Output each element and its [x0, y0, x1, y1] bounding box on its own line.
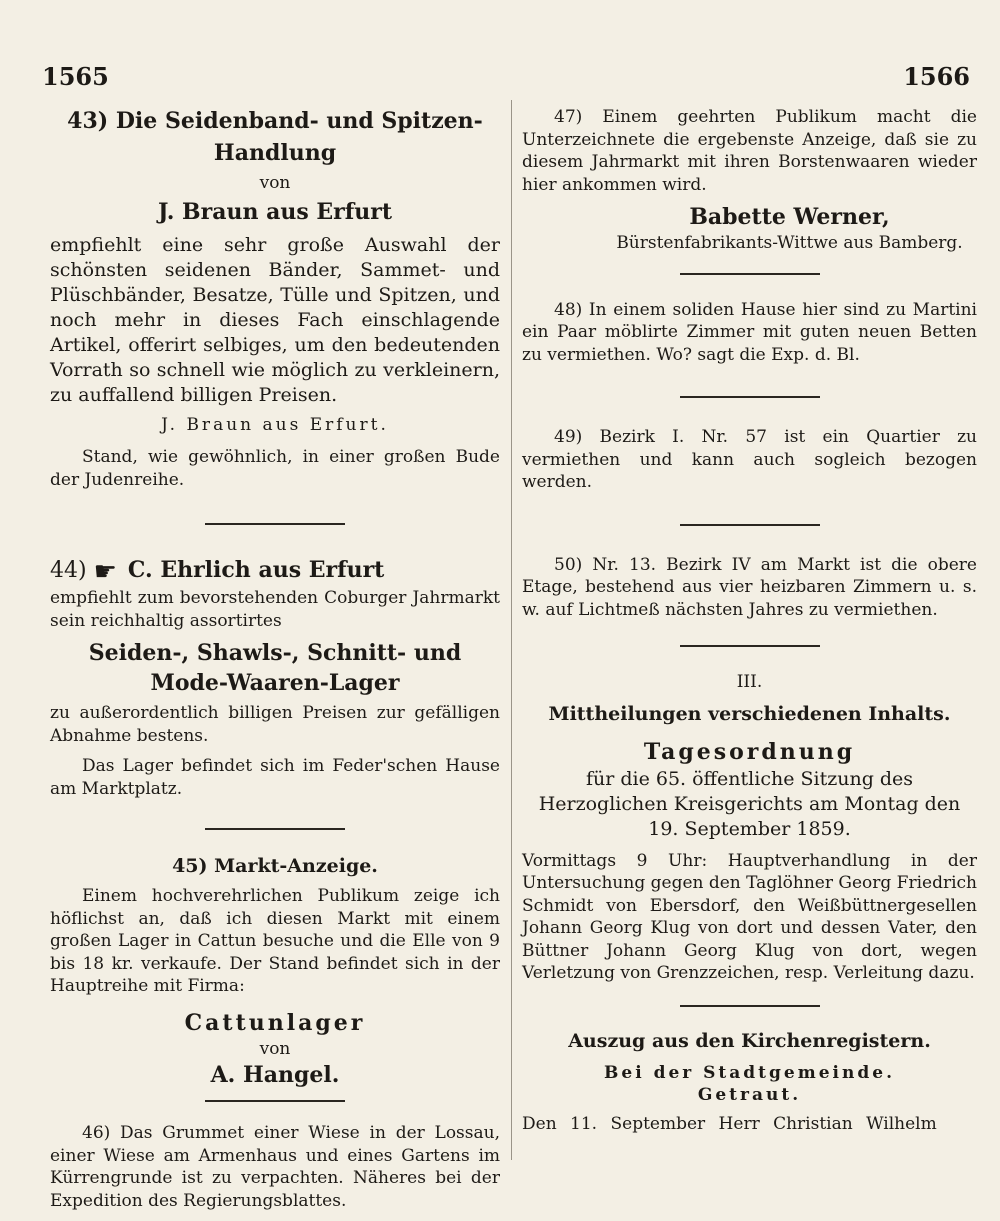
separator-rule: [205, 828, 345, 830]
advert-46: [50, 1122, 500, 1212]
advert-47-name: Babette Werner,: [689, 204, 890, 230]
advert-44-intro: empfiehlt zum bevorstehenden Coburger Jahrmarkt sein reichhaltig assortirtes: [50, 588, 500, 631]
registers-entry: Den 11. September Herr Christian Wilhelm: [522, 1113, 937, 1134]
court-hearing: Vormittags 9 Uhr: Hauptverhandlung in der Untersuchung gegen den Taglöhner Georg Friedrich Schmidt von Ebersdorf, den Weißbüttnergesellen Johann Georg Klug von dort und dessen Vater, den Büttner Johann Georg Klug von dort, wegen Verletzung von Grenzzeichen, resp. Verleitung dazu.: [522, 850, 977, 983]
advert-48: [522, 299, 977, 399]
separator-rule: [680, 273, 820, 275]
advert-43-title: 43) Die Seidenband- und Spitzen-: [67, 108, 483, 134]
section-numeral: III.: [736, 672, 763, 692]
advert-45: [50, 854, 500, 1102]
advert-45-title: 45) Markt-Anzeige.: [172, 855, 378, 877]
advert-47-role: Bürstenfabrikants-Wittwe aus Bamberg.: [616, 233, 963, 253]
advert-43-body: empfiehlt eine sehr große Auswahl der schönsten seidenen Bänder, Sammet- und Plüschbänder, Besatze, Tülle und Spitzen, und noch mehr in dieses Fach einschlagende Artikel, offerirt selbiges, um den bedeutenden Vorrath so schnell wie möglich zu verkleinern, zu auffallend billigen Preisen.: [50, 233, 500, 406]
advert-43: [50, 106, 500, 525]
advert-50-body: 50) Nr. 13. Bezirk IV am Markt ist die obere Etage, bestehend aus vier heizbaren Zimmern u. s. w. auf Lichtmeß nächsten Jahres zu vermiethen.: [522, 554, 977, 620]
section-title: Mittheilungen verschiedenen Inhalts.: [548, 702, 951, 725]
advert-43-stand: Stand, wie gewöhnlich, in einer großen Bude der Judenreihe.: [50, 447, 500, 490]
separator-rule: [205, 1100, 345, 1102]
advert-50: [522, 554, 977, 648]
separator-rule: [205, 523, 345, 525]
advert-43-signature: J. Braun aus Erfurt.: [161, 414, 389, 435]
advert-44-location: Das Lager befindet sich im Feder'schen Hause am Marktplatz.: [50, 756, 500, 799]
right-column: [522, 106, 977, 1135]
registers-married: Getraut.: [697, 1085, 802, 1105]
advert-43-subtitle: Handlung: [213, 140, 337, 166]
agenda-body: für die 65. öffentliche Sitzung des Herzoglichen Kreisgerichts am Montag den 19. September 1859.: [538, 767, 961, 840]
advert-43-firm: J. Braun aus Erfurt: [158, 198, 392, 225]
advert-45-body: Einem hochverehrlichen Publikum zeige ich höflichst an, daß ich diesen Markt mit einem großen Lager in Cattun besuche und die Elle von 9 bis 18 kr. verkaufe. Der Stand befindet sich in der Hauptreihe mit Firma:: [50, 886, 500, 996]
registers-title: Auszug aus den Kirchenregistern.: [568, 1029, 931, 1052]
separator-rule: [680, 645, 820, 647]
advert-44-subtitle: Mode-Waaren-Lager: [150, 670, 400, 696]
advert-48-body: 48) In einem soliden Hause hier sind zu Martini ein Paar möblirte Zimmer mit guten neuen Betten zu vermiethen. Wo? sagt die Exp. d. Bl.: [522, 299, 977, 365]
page-number-right: 1566: [903, 62, 970, 91]
advert-49-body: 49) Bezirk I. Nr. 57 ist ein Quartier zu vermiethen und kann auch sogleich bezogen werden.: [522, 427, 977, 492]
advert-47: [522, 106, 977, 275]
pointing-hand-icon: ☛: [93, 557, 117, 587]
advert-47-body: 47) Einem geehrten Publikum macht die Unterzeichnete die ergebenste Anzeige, daß sie zu diesem Jahrmarkt mit ihren Borstenwaaren wieder hier ankommen wird.: [522, 107, 977, 195]
left-column: [50, 106, 500, 1212]
advert-45-firm-sign: Cattunlager: [184, 1009, 366, 1036]
advert-45-name: A. Hangel.: [210, 1062, 340, 1088]
church-registers: [522, 1029, 977, 1136]
advert-44-firm: C. Ehrlich aus Erfurt: [127, 557, 385, 583]
advert-44-title: Seiden-, Shawls-, Schnitt- und: [88, 640, 462, 666]
section-iii: [522, 671, 977, 1007]
page-number-left: 1565: [42, 62, 109, 91]
registers-parish: Bei der Stadtgemeinde.: [604, 1062, 895, 1083]
advert-49: [522, 426, 977, 526]
separator-rule: [680, 1005, 820, 1007]
separator-rule: [680, 524, 820, 526]
advert-44: [50, 555, 500, 830]
advert-44-body: zu außerordentlich billigen Preisen zur gefälligen Abnahme bestens.: [50, 703, 500, 746]
advert-46-body: 46) Das Grummet einer Wiese in der Lossau, einer Wiese am Armenhaus und eines Gartens im Kürrengrunde ist zu verpachten. Näheres bei der Expedition des Regierungsblattes.: [50, 1123, 500, 1211]
advert-45-von: von: [259, 1038, 291, 1059]
column-divider: [511, 100, 512, 1160]
separator-rule: [680, 396, 820, 398]
agenda-title: Tagesordnung: [643, 738, 856, 765]
advert-43-von: von: [259, 173, 291, 193]
advert-44-number: 44): [50, 558, 87, 583]
